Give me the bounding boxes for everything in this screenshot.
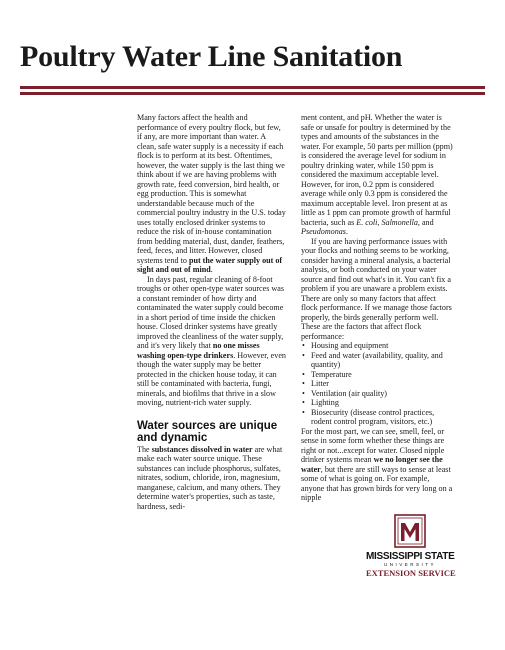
- left-column: [137, 113, 286, 511]
- section-heading-water-sources: Water sources are unique and dynamic: [137, 419, 278, 444]
- logo-university-name: MISSISSIPPI STATE: [366, 551, 455, 562]
- term-pseudomonas: Pseudomonas: [301, 227, 346, 236]
- performance-paragraph: If you are having performance issues with your flocks and nothing seems to be working, consider having a mineral analysis, a bacterial analysis, or both conducted on your water source and find out what's in it. You can't fix a problem if you are unaware a problem exists. There are only so many factors that affect flock performance. If we manage those factors properly, the birds generally perform well. These are the factors that affect flock performance:: [301, 236, 452, 341]
- list-item: • Temperature: [302, 369, 352, 379]
- list-item: • Lighting: [302, 398, 339, 407]
- title-rule-bottom: [20, 92, 485, 95]
- bullet-icon: •: [302, 388, 305, 398]
- emphasis-substances-dissolved: substances dissolved in water: [151, 444, 253, 454]
- bullet-icon: •: [302, 369, 305, 379]
- bullet-icon: •: [302, 398, 305, 407]
- water-sense-paragraph: For the most part, we can see, smell, feel, or sense in some form whether these things are right or not...except for water. Closed nipple drinker systems mean we no longer see the water, but there are still ways to sense at least some of what is going on. For example, anyone that has grown birds for very long on a nipple: [301, 426, 453, 502]
- intro-paragraph: Many factors affect the health and performance of every poultry flock, but few, if any, are more important than water. A clean, safe water supply is a necessity if each flock is to perform at its best. Oftentimes, however, the water supply is the last thing we think about if we are having problems with growth rate, feed conversion, bird health, or egg production. This is somewhat understandable because much of the commercial poultry industry in the U.S. today uses totally enclosed drinker systems to reduce the risk of in-house contamination from bedding material, dust, dander, feathers, feed, feces, and litter. However, closed systems tend to put the water supply out of sight and out of mind.: [137, 113, 286, 274]
- list-item: • Biosecurity (disease control practices, rodent control program, visitors, etc.): [302, 407, 435, 426]
- bullet-icon: •: [302, 379, 305, 388]
- page-title: Poultry Water Line Sanitation: [20, 40, 403, 73]
- logo-university-word: UNIVERSITY: [383, 562, 436, 567]
- list-item: • Ventilation (air quality): [302, 388, 387, 398]
- list-item: • Feed and water (availability, quality, and quantity): [302, 350, 443, 369]
- list-item: • Litter: [302, 379, 329, 388]
- logo-extension-service: EXTENSION SERVICE: [366, 568, 456, 578]
- msu-extension-logo: [366, 514, 454, 590]
- right-column: [301, 113, 453, 503]
- performance-factors-list: [301, 341, 453, 427]
- list-item: • Housing and equipment: [302, 341, 389, 350]
- bullet-icon: •: [302, 341, 305, 350]
- msu-mark-icon: [394, 514, 426, 548]
- term-salmonella: Salmonella: [381, 217, 418, 227]
- substances-paragraph: ment content, and pH. Whether the water is safe or unsafe for poultry is determined by the types and amounts of the substances in the water. For example, 50 parts per million (ppm) is considered the average level for sodium in poultry drinking water, while 150 ppm is considered the maximum acceptable level. However, for iron, 0.2 ppm is considered average while only 0.3 ppm is considered the maximum acceptable level. Iron present at as little as 1 ppm can promote growth of harmful bacteria, such as E. coli, Salmonella, and Pseudomonas.: [301, 113, 453, 236]
- bullet-icon: •: [302, 407, 305, 417]
- water-sources-paragraph: The substances dissolved in water are what make each water source unique. These substances can include phosphorus, sulfates, nitrates, sodium, chloride, iron, magnesium, manganese, calcium, and many others. They determine water's properties, such as taste, hardness, sedi-: [137, 444, 283, 511]
- history-paragraph: In days past, regular cleaning of 8-foot troughs or other open-type water sources was a constant reminder of how dirty and contaminated the water supply could become in a short period of time inside the chicken house. Closed drinker systems have greatly improved the cleanliness of the water supply, and it's very likely that no one misses washing open-type drinkers. However, even though the water supply may be better protected in the chicken house today, it can still be contaminated with bacteria, fungi, minerals, and biofilms that thrive in a slow moving, nutrient-rich water supply.: [137, 274, 286, 407]
- emphasis-no-longer-see: we no longer see the water: [301, 455, 443, 474]
- bullet-icon: •: [302, 350, 305, 360]
- title-rule-top: [20, 86, 485, 89]
- emphasis-open-type-drinkers: no one misses washing open-type drinkers: [137, 341, 260, 360]
- term-e-coli: E. coli: [356, 217, 378, 227]
- emphasis-out-of-sight: put the water supply out of sight and out of mind: [137, 255, 283, 274]
